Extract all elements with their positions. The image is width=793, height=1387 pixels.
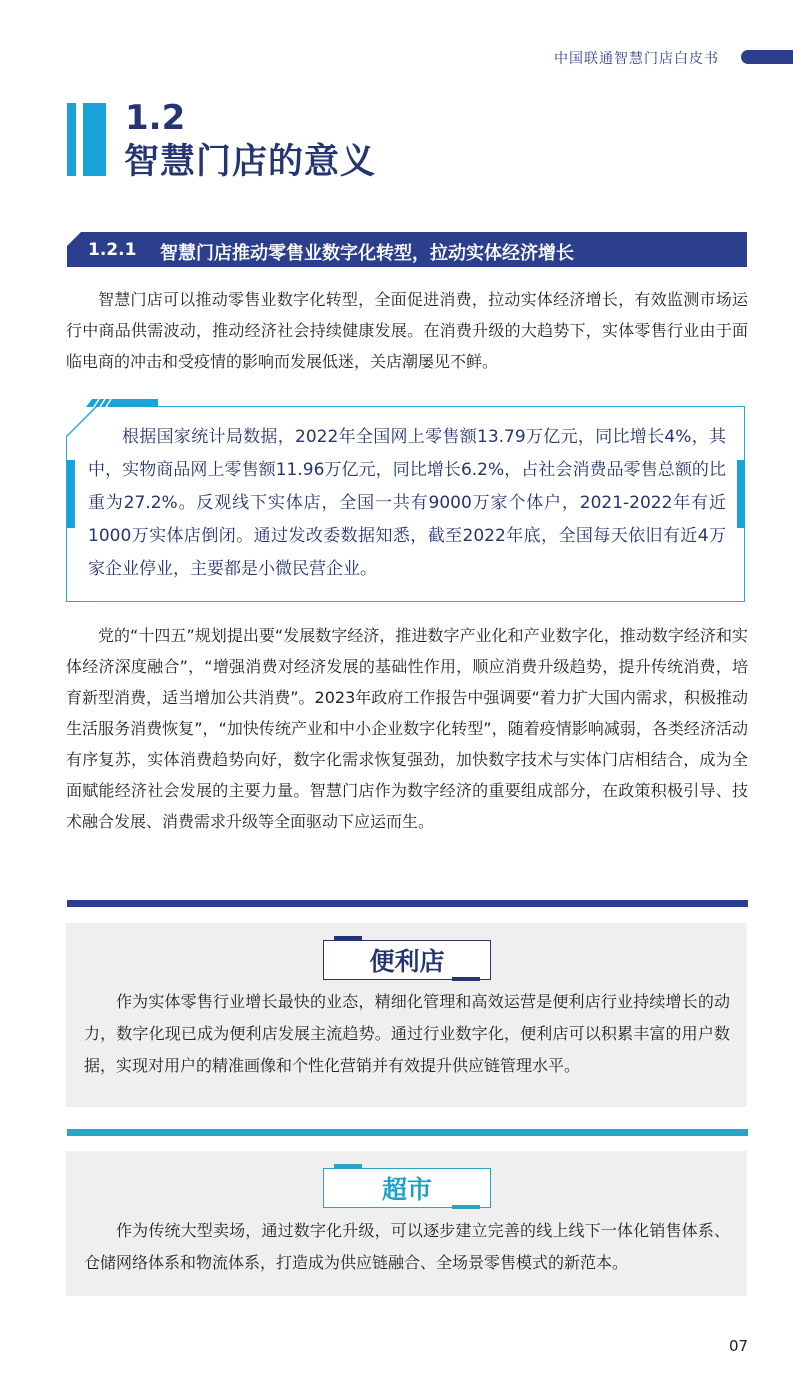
section-title: 智慧门店的意义 <box>124 142 377 182</box>
badge-decoration <box>452 977 480 981</box>
convenience-store-label: 便利店 <box>369 947 445 976</box>
convenience-store-badge <box>323 940 491 980</box>
card-top-rule <box>67 900 748 907</box>
section-number: 1.2 <box>125 98 186 138</box>
callout-tab-decoration <box>86 399 158 407</box>
supermarket-label: 超市 <box>381 1175 432 1204</box>
badge-decoration <box>334 936 362 940</box>
supermarket-badge <box>323 1168 491 1208</box>
subsection-title: 智慧门店推动零售业数字化转型，拉动实体经济增长 <box>160 243 574 264</box>
header-decoration <box>741 50 793 64</box>
badge-decoration <box>334 1164 362 1168</box>
policy-paragraph: 党的“十四五”规划提出要“发展数字经济，推进数字产业化和产业数字化，推动数字经济和实体经济深度融合”，“增强消费对经济发展的基础性作用，顺应消费升级趋势，提升传统消费，培育新型消费，适当增加公共消费”。2023年政府工作报告中强调要“着力扩大国内需求，积极推动生活服务消费恢复”，“加快传统产业和中小企业数字化转型”，随着疫情影响减弱，各类经济活动有序复苏，实体消费趋势向好，数字化需求恢复强劲，加快数字技术与实体门店相结合，成为全面赋能经济社会发展的主要力量。智慧门店作为数字经济的重要组成部分，在政策积极引导、技术融合发展、消费需求升级等全面驱动下应运而生。 <box>66 626 748 831</box>
badge-decoration <box>452 1205 480 1209</box>
card-top-rule <box>67 1129 748 1136</box>
callout-text: 根据国家统计局数据，2022年全国网上零售额13.79万亿元，同比增长4%，其中，实物商品网上零售额11.96万亿元，同比增长6.2%，占社会消费品零售总额的比重为27.2%。反观线下实体店，全国一共有9000万家个体户，2021-2022年有近1000万实体店倒闭。通过发改委数据知悉，截至2022年底，全国每天依旧有近4万家企业停业，主要都是小微民营企业。 <box>88 427 726 579</box>
page-number: 07 <box>729 1337 749 1355</box>
callout-side-mark <box>737 460 745 528</box>
callout-side-mark <box>67 460 75 528</box>
convenience-store-text: 作为实体零售行业增长最快的业态，精细化管理和高效运营是便利店行业持续增长的动力，数字化现已成为便利店发展主流趋势。通过行业数字化，便利店可以积累丰富的用户数据，实现对用户的精准画像和个性化营销并有效提升供应链管理水平。 <box>84 992 730 1075</box>
header-title: 中国联通智慧门店白皮书 <box>554 51 719 67</box>
section-accent-bar <box>83 103 106 176</box>
intro-paragraph: 智慧门店可以推动零售业数字化转型，全面促进消费，拉动实体经济增长，有效监测市场运行中商品供需波动，推动经济社会持续健康发展。在消费升级的大趋势下，实体零售行业由于面临电商的冲击和受疫情的影响而发展低迷，关店潮屡见不鲜。 <box>66 290 748 371</box>
supermarket-text: 作为传统大型卖场，通过数字化升级，可以逐步建立完善的线上线下一体化销售体系、仓储网络体系和物流体系，打造成为供应链融合、全场景零售模式的新范本。 <box>84 1221 730 1272</box>
subsection-number: 1.2.1 <box>88 240 137 260</box>
section-accent-bar <box>67 103 76 176</box>
